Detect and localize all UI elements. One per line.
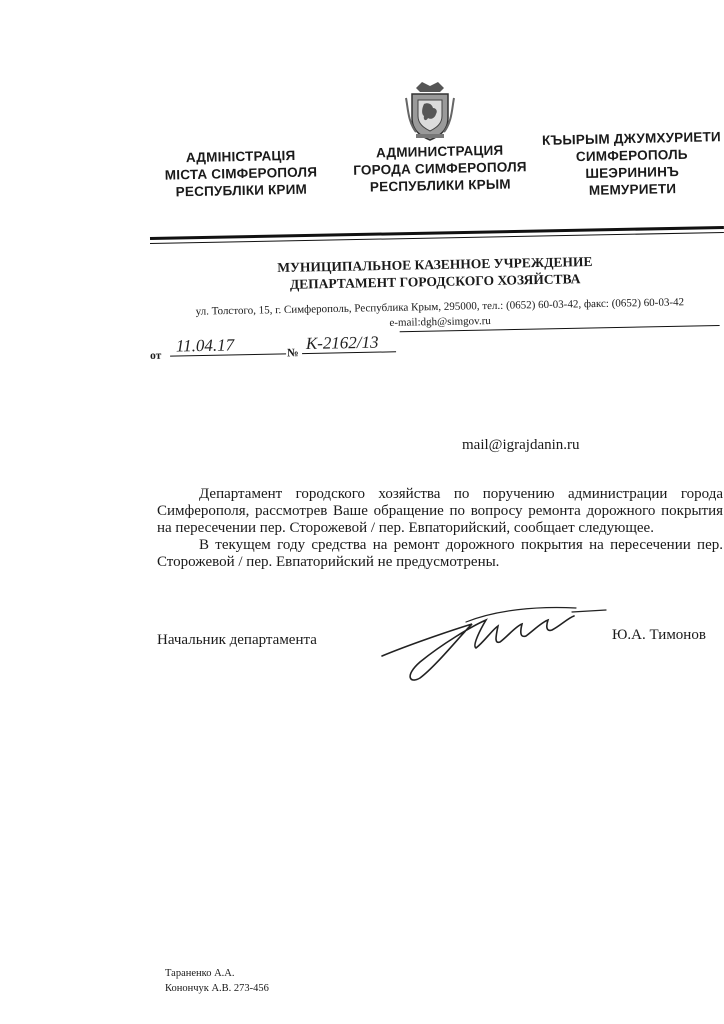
executor-line: Конончук А.В. 273-456 <box>165 983 269 994</box>
body-paragraph: В текущем году средства на ремонт дорожного покрытия на пересечении пер. Сторожевой / пер. Евпаторийский не предусмотрены. <box>157 537 723 570</box>
header-crh-line: МЕМУРИЕТИ <box>588 181 677 198</box>
organization-line: ДЕПАРТАМЕНТ ГОРОДСКОГО ХОЗЯЙСТВА <box>289 271 581 292</box>
organization-line: МУНИЦИПАЛЬНОЕ КАЗЕННОЕ УЧРЕЖДЕНИЕ <box>277 253 593 276</box>
header-crh-line: СИМФЕРОПОЛЬ <box>575 146 688 165</box>
handwritten-number: К-2162/13 <box>302 333 396 354</box>
header-ru-line: ГОРОДА СИМФЕРОПОЛЯ <box>353 159 527 178</box>
header-ua-line: РЕСПУБЛІКИ КРИМ <box>175 181 308 200</box>
signatory-title: Начальник департамента <box>157 632 317 648</box>
handwritten-date: 11.04.17 <box>170 335 286 356</box>
coat-of-arms-icon <box>402 78 458 142</box>
address-line: ул. Толстого, 15, г. Симферополь, Республика Крым, 295000, тел.: (0652) 60-03-42, факс: (0652) 60-03-42 <box>195 296 685 318</box>
signatory-name: Ю.А. Тимонов <box>612 627 706 643</box>
body-paragraph: Департамент городского хозяйства по поручению администрации города Симферополя, рассмотрев Ваше обращение по вопросу ремонта дорожного покрытия на пересечении пер. Сторожевой / пер. Евпаторийский, сообщает следующее. <box>157 486 723 536</box>
header-crh-line: ШЕЭРИНИНЪ <box>585 164 680 181</box>
header-crh-line: КЪЫРЫМ ДЖУМХУРИЕТИ <box>541 129 722 148</box>
header-ua-line: АДМІНІСТРАЦІЯ <box>185 147 296 166</box>
email-line: e-mail:dgh@simgov.ru <box>389 315 491 329</box>
header-russian <box>339 141 540 196</box>
header-ru-line: АДМИНИСТРАЦИЯ <box>375 142 504 161</box>
organization-name <box>200 251 671 294</box>
handwritten-signature <box>376 596 616 686</box>
header-ua-line: МІСТА СІМФЕРОПОЛЯ <box>164 164 318 183</box>
header-ru-line: РЕСПУБЛИКИ КРЫМ <box>369 176 511 195</box>
number-label: № <box>286 347 299 360</box>
letter-body <box>157 486 723 571</box>
header-crimean-tatar <box>539 128 724 200</box>
date-label: от <box>149 349 162 362</box>
executor-line: Тараненко А.А. <box>165 968 235 979</box>
header-ukrainian <box>149 146 332 201</box>
executors-block <box>165 966 269 996</box>
recipient-email: mail@igrajdanin.ru <box>462 437 580 453</box>
